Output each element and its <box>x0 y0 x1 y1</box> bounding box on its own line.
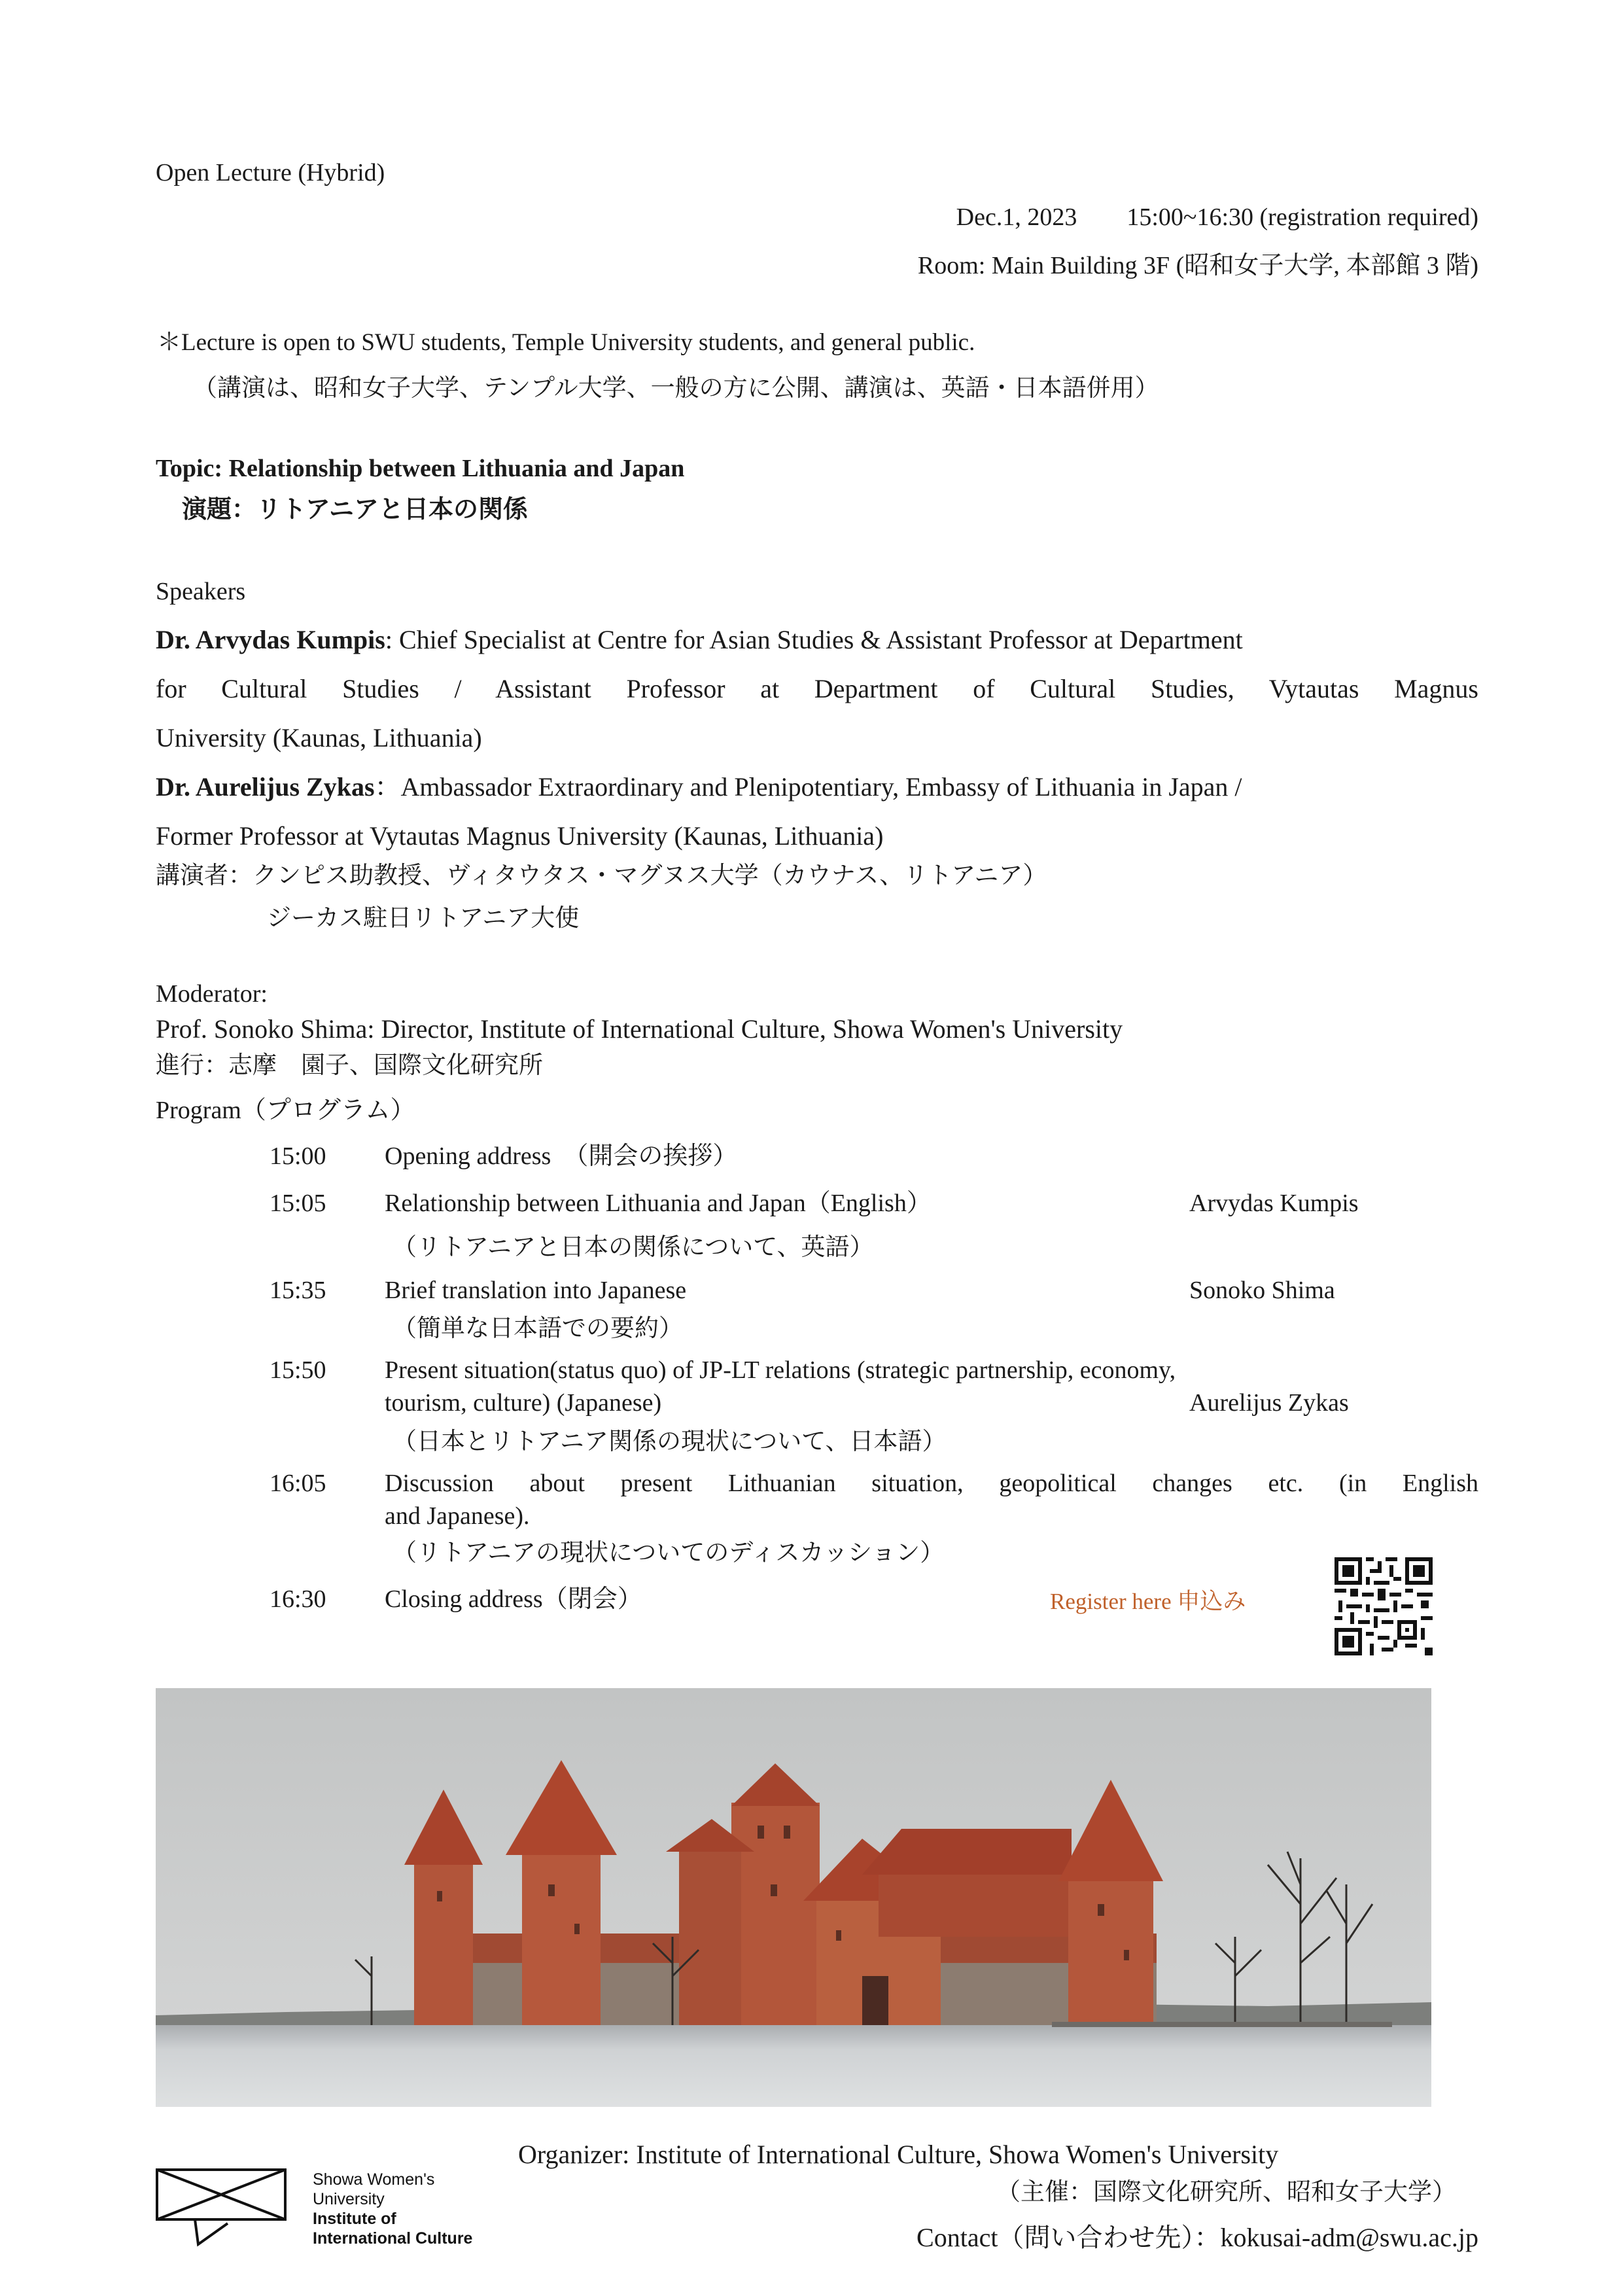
tower-left-small <box>414 1862 473 2025</box>
program-sub-4: （日本とリトアニア関係の現状について、日本語） <box>393 1428 947 1455</box>
program-heading: Program（プログラム） <box>156 1097 415 1124</box>
program-title-3: Brief translation into Japanese <box>385 1277 687 1304</box>
program-time-2: 15:05 <box>270 1190 326 1217</box>
keep <box>731 1803 820 2025</box>
organizer-en: Organizer: Institute of International Culture, Showa Women's University <box>518 2140 1279 2169</box>
logo-text-1: Showa Women's <box>313 2170 435 2189</box>
event-room: Room: Main Building 3F (昭和女子大学, 本部館 3 階) <box>917 252 1478 279</box>
speaker-kumpis-line2: for Cultural Studies / Assistant Professor at Department of Cultural Studies, Vytautas Magnus <box>156 674 1478 703</box>
speaker-kumpis-name: Dr. Arvydas Kumpis <box>156 625 385 654</box>
audience-notice-en: ＊Lecture is open to SWU students, Temple University students, and general public. <box>157 329 975 356</box>
program-title-4: Present situation(status quo) of JP-LT relations (strategic partnership, economy, <box>385 1356 1176 1384</box>
speaker-kumpis-line1 <box>156 627 1478 653</box>
program-title-2: Relationship between Lithuania and Japan（English） <box>385 1190 932 1217</box>
program-title-4b: tourism, culture) (Japanese) <box>385 1389 662 1417</box>
program-title-1: Opening address （開会の挨拶） <box>385 1142 738 1170</box>
institute-logo-mark <box>156 2166 287 2251</box>
speaker-zykas-line1 <box>156 774 1242 800</box>
speakers-ja-line2: ジーカス駐日リトアニア大使 <box>267 905 580 932</box>
lecture-type: Open Lecture (Hybrid) <box>156 159 385 186</box>
logo-text-4: International Culture <box>313 2229 473 2248</box>
program-time-6: 16:30 <box>270 1585 326 1613</box>
program-sub-3: （簡単な日本語での要約） <box>393 1315 683 1342</box>
hall <box>879 1871 1068 1937</box>
program-title-5: Discussion about present Lithuanian situation, geopolitical changes etc. (in English <box>385 1470 1478 1497</box>
event-date-time: Dec.1, 2023 15:00~16:30 (registration required) <box>956 203 1478 231</box>
keep-side <box>679 1848 741 2025</box>
register-link[interactable]: Register here 申込み <box>1050 1589 1246 1614</box>
tower-right <box>1068 1878 1153 2025</box>
contact-line: Contact（問い合わせ先）：kokusai-adm@swu.ac.jp <box>916 2223 1478 2252</box>
audience-notice-ja: （講演は、昭和女子大学、テンプル大学、一般の方に公開、講演は、英語・日本語併用） <box>193 375 1159 402</box>
topic-en: Topic: Relationship between Lithuania and Japan <box>156 455 685 482</box>
speaker-kumpis-desc1: : Chief Specialist at Centre for Asian Studies & Assistant Professor at Department <box>385 625 1243 654</box>
bridge <box>1052 2022 1392 2027</box>
moderator-en: Prof. Sonoko Shima: Director, Institute of International Culture, Showa Women's University <box>156 1014 1123 1044</box>
moderator-heading: Moderator: <box>156 980 268 1008</box>
program-speaker-3: Sonoko Shima <box>1189 1277 1335 1304</box>
trakai-castle-photo <box>156 1688 1431 2107</box>
speaker-kumpis-line3: University (Kaunas, Lithuania) <box>156 723 482 752</box>
speakers-heading: Speakers <box>156 578 246 605</box>
speaker-zykas-line2: Former Professor at Vytautas Magnus University (Kaunas, Lithuania) <box>156 821 884 851</box>
program-title-6: Closing address（閉会） <box>385 1585 642 1613</box>
speaker-zykas-name: Dr. Aurelijus Zykas <box>156 772 375 802</box>
gate-door <box>862 1976 888 2025</box>
program-sub-2: （リトアニアと日本の関係について、英語） <box>393 1234 874 1261</box>
program-sub-5: （リトアニアの現状についてのディスカッション） <box>393 1540 945 1566</box>
frozen-lake <box>156 2025 1431 2107</box>
logo-text-3: Institute of <box>313 2210 396 2228</box>
institute-logo <box>156 2166 496 2251</box>
speakers-ja-line1: 講演者：クンピス助教授、ヴィタウタス・マグヌス大学（カウナス、リトアニア） <box>156 862 1047 889</box>
logo-text-2: University <box>313 2190 385 2208</box>
tower-left-big <box>522 1852 601 2025</box>
speaker-zykas-desc1: ：Ambassador Extraordinary and Plenipotentiary, Embassy of Lithuania in Japan / <box>374 772 1242 802</box>
registration-qr-code[interactable] <box>1335 1557 1433 1655</box>
organizer-ja: （主催：国際文化研究所、昭和女子大学） <box>996 2179 1456 2206</box>
program-title-5b: and Japanese). <box>385 1502 530 1530</box>
program-speaker-2: Arvydas Kumpis <box>1189 1190 1359 1217</box>
program-time-5: 16:05 <box>270 1470 326 1497</box>
program-time-4: 15:50 <box>270 1356 326 1384</box>
program-time-3: 15:35 <box>270 1277 326 1304</box>
moderator-ja: 進行：志摩 園子、国際文化研究所 <box>156 1052 543 1079</box>
program-time-1: 15:00 <box>270 1142 326 1170</box>
topic-ja: 演題：リトアニアと日本の関係 <box>182 496 528 523</box>
program-speaker-4: Aurelijus Zykas <box>1189 1389 1349 1417</box>
